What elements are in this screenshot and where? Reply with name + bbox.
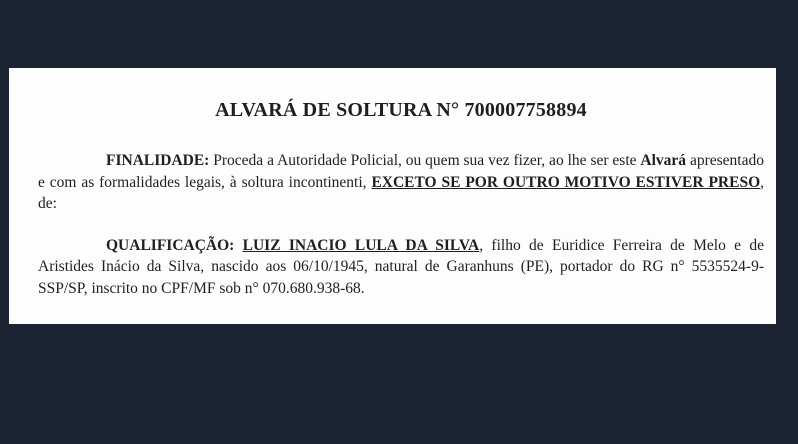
document-title: ALVARÁ DE SOLTURA N° 700007758894 — [215, 99, 587, 121]
finalidade-paragraph: FINALIDADE: Proceda a Autoridade Policial, ou quem sua vez fizer, ao lhe ser este Alvará apresentado e com as formalidades legais, à soltura incontinenti, EXCETO SE POR OUTRO MOTIVO ESTIVER PRESO, de: — [38, 152, 765, 212]
document-page — [9, 68, 776, 324]
qualificacao-paragraph: QUALIFICAÇÃO: LUIZ INACIO LULA DA SILVA, filho de Euridice Ferreira de Melo e de Aristides Inácio da Silva, nascido aos 06/10/1945, natural de Garanhuns (PE), portador do RG n° 5535524-9-SSP/SP, inscrito no CPF/MF sob n° 070.680.938-68. — [38, 236, 764, 297]
